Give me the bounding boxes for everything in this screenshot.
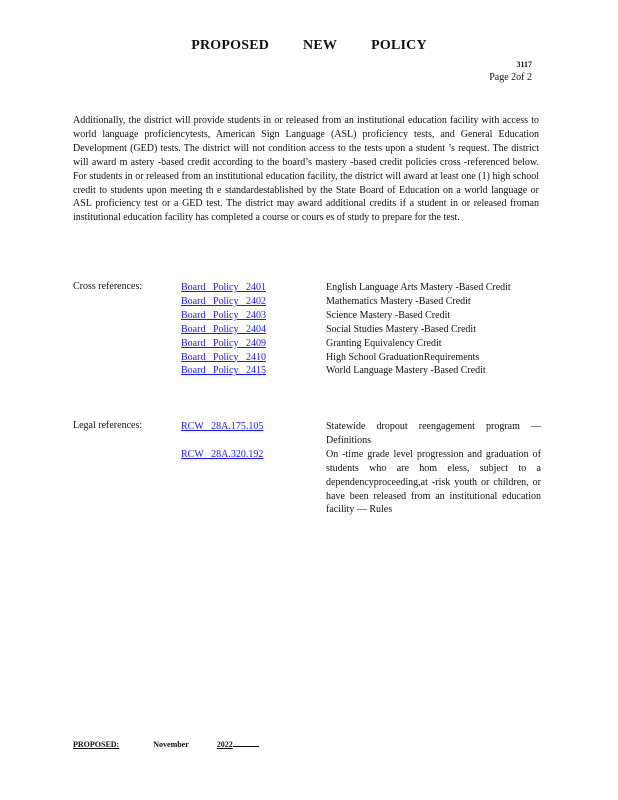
cross-reference-row [181,351,541,365]
footer-proposed-date [73,740,259,749]
board-policy-2410-link[interactable]: Board Policy 2410 [181,351,266,363]
board-policy-2402-link[interactable]: Board Policy 2402 [181,295,266,307]
cross-reference-description: Science Mastery -Based Credit [326,309,451,321]
footer-month: November [153,740,189,749]
cross-reference-description: Social Studies Mastery -Based Credit [326,323,476,335]
footer-year: 2022 [216,740,233,749]
footer-underline [233,746,259,747]
title-word-policy: POLICY [371,38,427,53]
cross-reference-description: Mathematics Mastery -Based Credit [326,295,471,307]
cross-reference-row [181,364,541,378]
board-policy-2403-link[interactable]: Board Policy 2403 [181,309,266,321]
cross-reference-row [181,323,541,337]
legal-reference-description: Statewide dropout reengagement program — Definitions [326,421,541,446]
cross-reference-description: English Language Arts Mastery -Based Credit [326,282,511,293]
legal-references-label: Legal references: [73,420,143,431]
cross-reference-description: Granting Equivalency Credit [326,337,442,349]
board-policy-2401-link[interactable]: Board Policy 2401 [181,282,266,293]
cross-reference-row [181,295,541,309]
rcw-28a-175-105-link[interactable]: RCW 28A.175.105 [181,421,264,432]
legal-reference-description: On -time grade level progression and graduation of students who are hom eless, subject to a dependencyproceeding,at -risk youth or children, or have been released from an institutional education facility — Rules [326,448,541,516]
policy-body-paragraph: Additionally, the district will provide students in or released from an institutional education facility with access to world language proficiencytests, American Sign Language (ASL) proficiency tests, and General Education Development (GED) tests. The district will not condition access to the tests upon a student ’s request. The district will award m astery -based credit according to the board’s mastery -based credit policies cross -referenced below. For students in or released from an institutional education facility, the district will award at least one (1) high school credit to students upon meeting th e standardestablished by the State Board of Education on a world language or ASL proficiency test or a GED test. The district may award additional credits if a student in or released froman institutional education facility has completed a course or cours es of study to prepare for the test. [73,115,539,224]
board-policy-2409-link[interactable]: Board Policy 2409 [181,337,266,349]
rcw-28a-320-192-link[interactable]: RCW 28A.320.192 [181,448,264,460]
page-title [0,38,618,54]
cross-references-list [181,281,541,378]
board-policy-2404-link[interactable]: Board Policy 2404 [181,323,266,335]
cross-reference-description: High School GraduationRequirements [326,351,480,363]
policy-number: 3117 [516,60,532,69]
cross-references-label: Cross references: [73,281,143,292]
cross-reference-row [181,281,541,295]
cross-reference-row [181,337,541,351]
page-number: Page 2of 2 [489,72,532,83]
cross-reference-description: World Language Mastery -Based Credit [326,365,486,377]
legal-reference-row [181,448,541,518]
footer-proposed-label: PROPOSED: [73,740,120,749]
legal-reference-row [181,420,541,448]
cross-reference-row [181,309,541,323]
legal-references-list [181,420,541,517]
title-word-new: NEW [303,38,338,53]
board-policy-2415-link[interactable]: Board Policy 2415 [181,365,266,377]
title-word-proposed: PROPOSED [191,38,270,53]
